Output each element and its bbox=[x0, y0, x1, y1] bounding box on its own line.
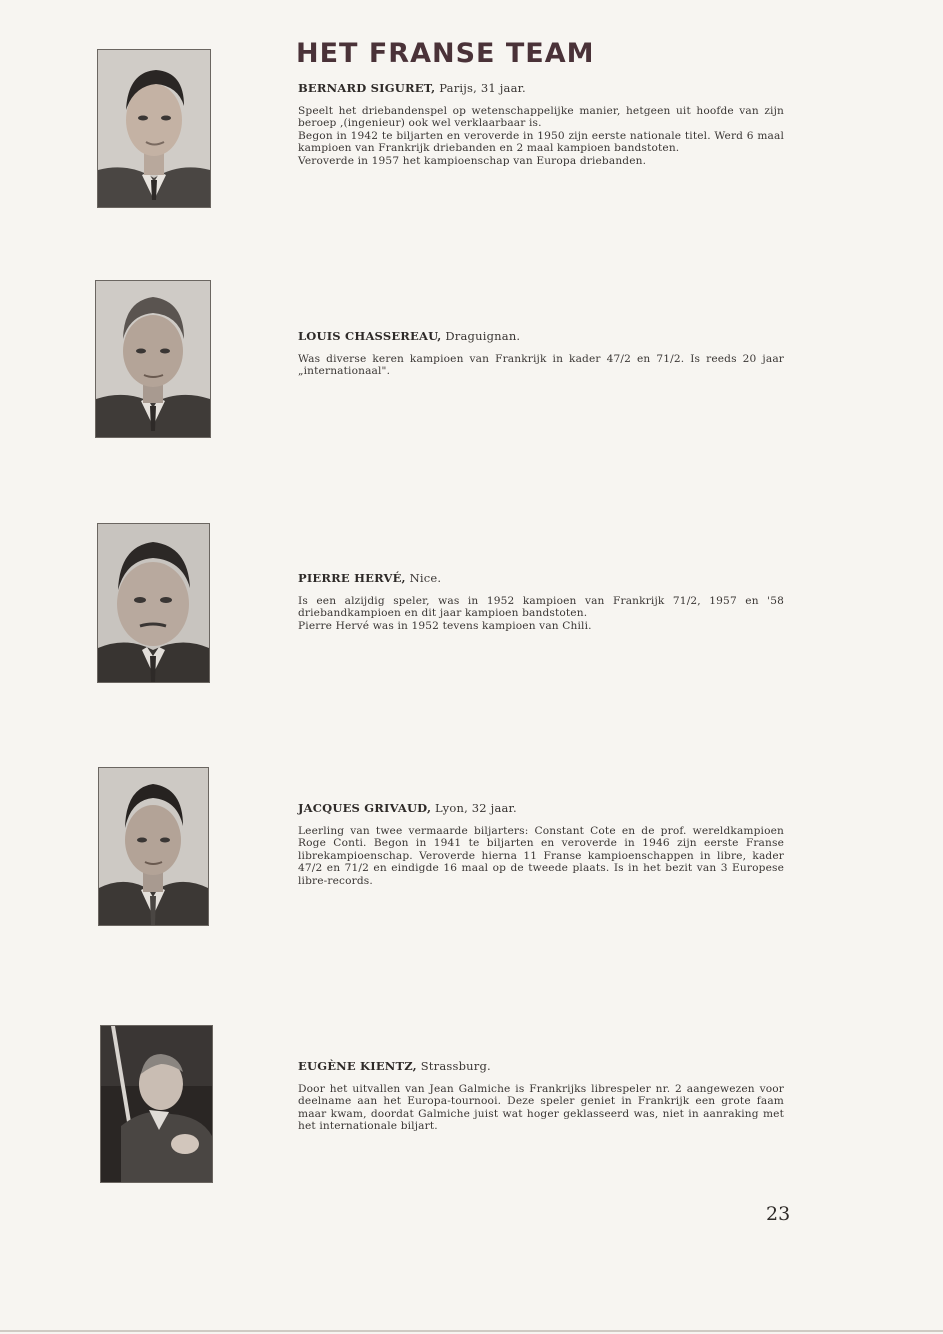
player-details: Draguignan. bbox=[441, 329, 521, 343]
player-photo-kientz bbox=[100, 1025, 213, 1183]
player-name-line bbox=[298, 329, 784, 343]
bio-paragraph: Veroverde in 1957 het kampioenschap van Europa driebanden. bbox=[298, 154, 647, 167]
bio-paragraph: Begon in 1942 te biljarten en veroverde in 1950 zijn eerste nationale titel. Werd 6 maal kampioen van Frankrijk driebanden en 2 maal kampioen bandstoten. bbox=[298, 129, 784, 155]
player-name: LOUIS CHASSEREAU, bbox=[298, 329, 442, 343]
player-name: BERNARD SIGURET, bbox=[298, 81, 436, 95]
bio-paragraph: Door het uitvallen van Jean Galmiche is Frankrijks librespeler nr. 2 aangewezen voor deelname aan het Europa-tournooi. Deze speler geniet in Frankrijk een grote faam maar kwam, doordat Galmiche juist wat hoger geklasseerd was, niet in aanraking met het internationale biljart. bbox=[298, 1083, 784, 1133]
player-bio bbox=[298, 595, 784, 632]
player-photo-grivaud bbox=[98, 767, 209, 926]
player-bio bbox=[298, 105, 784, 167]
player-name-line bbox=[298, 81, 784, 95]
player-details: Parijs, 31 jaar. bbox=[435, 81, 526, 95]
player-entry-grivaud bbox=[298, 801, 784, 887]
player-details: Strassburg. bbox=[416, 1059, 491, 1073]
player-photo-siguret bbox=[97, 49, 211, 208]
player-bio bbox=[298, 825, 784, 887]
player-name: PIERRE HERVÉ, bbox=[298, 571, 406, 585]
player-bio bbox=[298, 353, 784, 378]
bio-paragraph: Was diverse keren kampioen van Frankrijk in kader 47/2 en 71/2. Is reeds 20 jaar „internationaal". bbox=[298, 353, 784, 378]
player-name: EUGÈNE KIENTZ, bbox=[298, 1059, 417, 1073]
player-name-line bbox=[298, 1059, 784, 1073]
bio-paragraph: Speelt het driebandenspel op wetenschappelijke manier, hetgeen uit hoofde van zijn beroep ,(ingenieur) ook wel verklaarbaar is. bbox=[298, 105, 784, 130]
page-bottom-edge bbox=[0, 1330, 943, 1332]
page-title: HET FRANSE TEAM bbox=[296, 38, 595, 69]
player-details: Nice. bbox=[405, 571, 442, 585]
player-photo-chassereau bbox=[95, 280, 211, 438]
bio-paragraph: Pierre Hervé was in 1952 tevens kampioen van Chili. bbox=[298, 619, 592, 632]
player-entry-kientz bbox=[298, 1059, 784, 1133]
player-entry-chassereau bbox=[298, 329, 784, 378]
bio-paragraph: Is een alzijdig speler, was in 1952 kampioen van Frankrijk 71/2, 1957 en '58 driebandkampioen en dit jaar kampioen bandstoten. bbox=[298, 595, 784, 620]
player-photo-herve bbox=[97, 523, 210, 683]
player-name-line bbox=[298, 801, 784, 815]
player-details: Lyon, 32 jaar. bbox=[431, 801, 517, 815]
player-name-line bbox=[298, 571, 784, 585]
player-entry-herve bbox=[298, 571, 784, 632]
page-number: 23 bbox=[766, 1203, 791, 1225]
player-name: JACQUES GRIVAUD, bbox=[298, 801, 432, 815]
player-bio bbox=[298, 1083, 784, 1133]
bio-paragraph: Leerling van twee vermaarde biljarters: Constant Cote en de prof. wereldkampioen Roge Conti. Begon in 1941 te biljarten en veroverde in 1946 zijn eerste Franse librekampioenschap. Veroverde hierna 11 Franse kampioenschappen in libre, kader 47/2 en 71/2 en eindigde 16 maal op de tweede plaats. Is in het bezit van 3 Europese libre-records. bbox=[298, 825, 784, 887]
player-entry-siguret bbox=[298, 81, 784, 167]
